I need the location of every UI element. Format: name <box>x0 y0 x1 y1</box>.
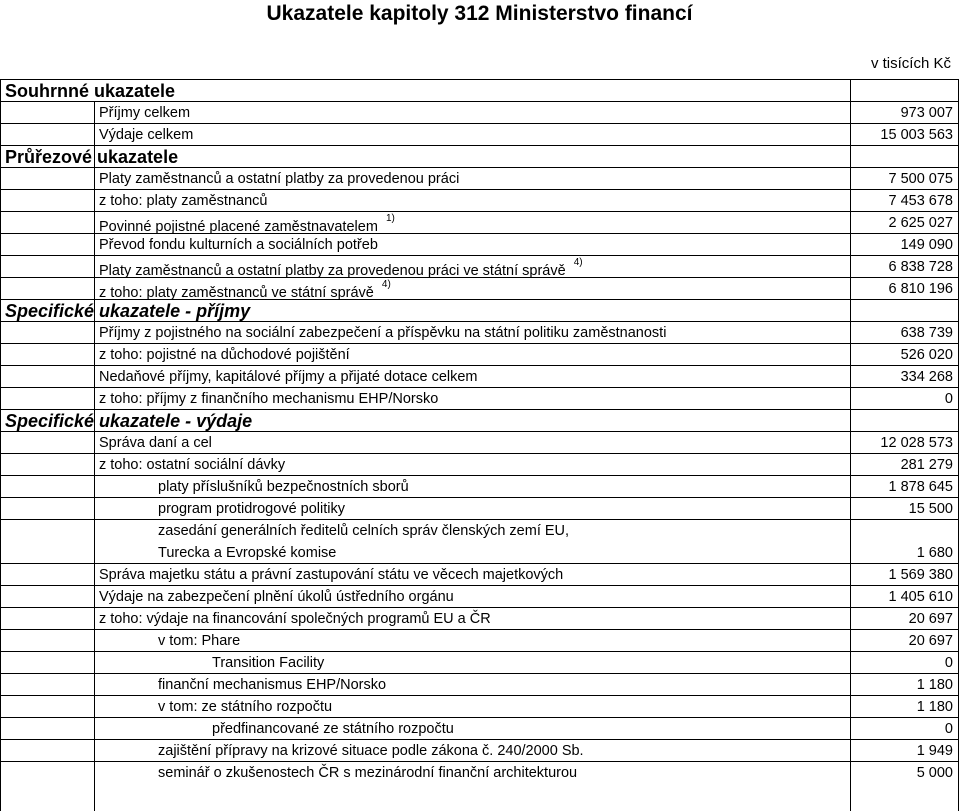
row-label: Transition Facility <box>212 655 325 671</box>
row-value: 15 003 563 <box>880 127 953 143</box>
row-label: platy příslušníků bezpečnostních sborů <box>158 479 409 495</box>
table-row <box>0 651 959 673</box>
unit-label: v tisících Kč <box>870 55 951 72</box>
row-label: Platy zaměstnanců a ostatní platby za provedenou práci <box>99 171 460 187</box>
table-row <box>0 629 959 651</box>
table-row <box>0 387 959 409</box>
table-row <box>0 321 959 343</box>
table-row <box>0 255 959 277</box>
row-value: 7 453 678 <box>888 193 953 209</box>
table-row <box>0 233 959 255</box>
section-header <box>0 79 959 101</box>
row-value: 0 <box>944 655 953 671</box>
table-row <box>0 211 959 233</box>
row-label: Platy zaměstnanců a ostatní platby za provedenou práci ve státní správě $^{4)}$ <box>99 257 583 279</box>
row-label: z toho: příjmy z finančního mechanismu EHP/Norsko <box>99 391 439 407</box>
row-value: 1 569 380 <box>888 567 953 583</box>
row-value: 6 810 196 <box>888 281 953 297</box>
table-row <box>0 739 959 761</box>
row-label: Příjmy celkem <box>99 105 191 121</box>
row-value: 1 405 610 <box>888 589 953 605</box>
row-label: zasedání generálních ředitelů celních správ členských zemí EU, Turecka a Evropské komise <box>158 523 570 561</box>
section-title: Specifické ukazatele - příjmy <box>5 301 251 321</box>
row-label: Povinné pojistné placené zaměstnavatelem $^{1)}$ <box>99 213 395 235</box>
footnote-ref: 4) <box>573 257 583 268</box>
row-label: v tom: ze státního rozpočtu <box>158 699 333 715</box>
indicator-table <box>0 79 959 783</box>
row-value: 281 279 <box>900 457 953 473</box>
row-label: předfinancované ze státního rozpočtu <box>212 721 454 737</box>
row-label: Správa daní a cel <box>99 435 212 451</box>
row-label: Správa majetku státu a právní zastupování státu ve věcech majetkových <box>99 567 564 583</box>
table-row <box>0 563 959 585</box>
table-row <box>0 585 959 607</box>
table-row <box>0 365 959 387</box>
row-label: z toho: platy zaměstnanců <box>99 193 268 209</box>
row-label: z toho: ostatní sociální dávky <box>99 457 286 473</box>
row-label: Převod fondu kulturních a sociálních potřeb <box>99 237 378 253</box>
table-row <box>0 717 959 739</box>
section-header <box>0 409 959 431</box>
table-row <box>0 123 959 145</box>
row-label: Nedaňové příjmy, kapitálové příjmy a přijaté dotace celkem <box>99 369 478 385</box>
row-value: 20 697 <box>908 633 953 649</box>
row-value: 526 020 <box>900 347 953 363</box>
table-row <box>0 453 959 475</box>
table-row <box>0 673 959 695</box>
table-row <box>0 189 959 211</box>
row-value: 6 838 728 <box>888 259 953 275</box>
table-row <box>0 431 959 453</box>
row-label: z toho: platy zaměstnanců ve státní správě $^{4)}$ <box>99 279 391 301</box>
row-label: finanční mechanismus EHP/Norsko <box>158 677 387 693</box>
row-value: 0 <box>944 721 953 737</box>
row-value: 2 625 027 <box>888 215 953 231</box>
row-label: Výdaje na zabezpečení plnění úkolů ústředního orgánu <box>99 589 454 605</box>
row-value: 149 090 <box>900 237 953 253</box>
row-value: 334 268 <box>900 369 953 385</box>
row-value: 1 180 <box>916 699 953 715</box>
row-value: 973 007 <box>900 105 953 121</box>
row-label: zajištění přípravy na krizové situace podle zákona č. 240/2000 Sb. <box>158 743 584 759</box>
table-row <box>0 761 959 783</box>
row-label: program protidrogové politiky <box>158 501 345 517</box>
row-value: 20 697 <box>908 611 953 627</box>
table-row <box>0 695 959 717</box>
page-title: Ukazatele kapitoly 312 Ministerstvo financí <box>266 2 693 25</box>
section-title: Souhrnné ukazatele <box>5 81 176 101</box>
table-row <box>0 475 959 497</box>
footnote-ref: 1) <box>385 213 395 224</box>
table-row <box>0 343 959 365</box>
table-row <box>0 519 959 563</box>
row-value: 1 680 <box>916 545 953 561</box>
row-value: 7 500 075 <box>888 171 953 187</box>
row-value: 15 500 <box>908 501 953 517</box>
section-title: Průřezové ukazatele <box>5 147 179 167</box>
section-header <box>0 145 959 167</box>
row-label: seminář o zkušenostech ČR s mezinárodní finanční architekturou <box>158 765 578 781</box>
section-header <box>0 299 959 321</box>
section-title: Specifické ukazatele - výdaje <box>5 411 253 431</box>
table-row <box>0 497 959 519</box>
row-value: 1 949 <box>916 743 953 759</box>
row-value: 1 878 645 <box>888 479 953 495</box>
row-value: 638 739 <box>900 325 953 341</box>
row-value: 1 180 <box>916 677 953 693</box>
row-label: Výdaje celkem <box>99 127 194 143</box>
row-value: 12 028 573 <box>880 435 953 451</box>
table-row <box>0 101 959 123</box>
row-value: 0 <box>944 391 953 407</box>
table-row <box>0 277 959 299</box>
row-label: Příjmy z pojistného na sociální zabezpečení a příspěvku na státní politiku zaměstnanosti <box>99 325 667 341</box>
row-label: z toho: výdaje na financování společných programů EU a ČR <box>99 611 491 627</box>
table-row <box>0 167 959 189</box>
footnote-ref: 4) <box>381 279 391 290</box>
row-label: z toho: pojistné na důchodové pojištění <box>99 347 350 363</box>
row-value: 5 000 <box>916 765 953 781</box>
row-label: v tom: Phare <box>158 633 241 649</box>
table-row <box>0 607 959 629</box>
